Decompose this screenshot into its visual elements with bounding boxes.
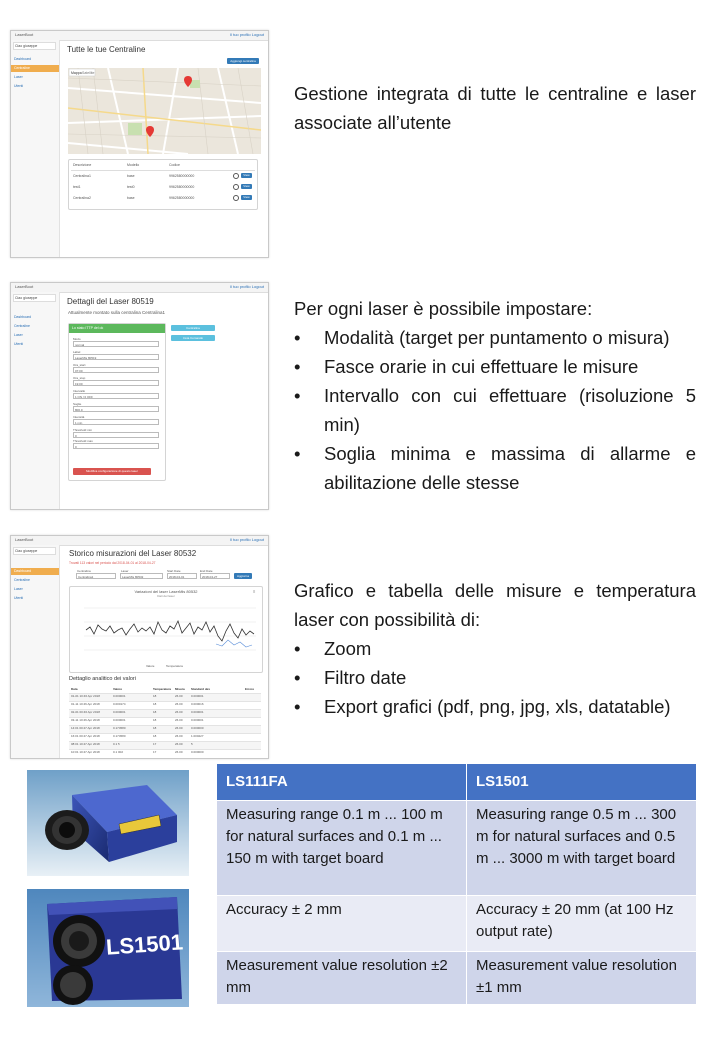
description-storico-intro: Grafico e tabella delle misure e temperatura laser con possibilità di: — [294, 580, 696, 630]
centralina-select[interactable]: Centralina1 — [76, 573, 116, 579]
table-cell: 0.000001 — [191, 718, 204, 722]
table-cell: 0.000001 — [113, 718, 126, 722]
chart-subtitle: Dati del laser — [157, 594, 175, 598]
map[interactable] — [68, 68, 261, 154]
row-model: base — [127, 174, 135, 178]
page-title: Storico misurazioni del Laser 80532 — [69, 549, 197, 558]
values-table — [69, 686, 261, 758]
col-modello: Modello — [127, 163, 140, 167]
filter-label: Centralina — [77, 569, 91, 573]
ls1501-device-image — [27, 889, 189, 1007]
sidebar-item-utenti[interactable]: Utenti — [14, 342, 24, 346]
col-header-ls1501: LS1501 — [467, 764, 697, 801]
list-item: • Export grafici (pdf, png, jpg, xls, datatable) — [294, 692, 696, 721]
list-item: • Filtro date — [294, 663, 696, 692]
app-brand: LaserBoot — [15, 32, 34, 37]
table-cell: 01-11 10:46 Apr 2018 — [71, 702, 100, 706]
legend-temperatura[interactable]: Temperatura — [166, 664, 183, 668]
table-cell: 0.174580 — [113, 726, 126, 730]
screenshot-storico — [10, 535, 269, 759]
values-chart[interactable] — [76, 600, 258, 662]
end-date-input[interactable]: 2018-04-27 — [200, 573, 230, 579]
screenshot-laser-detail — [10, 282, 269, 510]
field-label: Ora_start — [73, 363, 86, 367]
table-cell: 17 — [153, 750, 157, 754]
menu-icon[interactable]: ≡ — [253, 589, 256, 594]
table-cell: 0.000001 — [113, 694, 126, 698]
add-centralina-button[interactable]: Aggiungi centralina — [227, 58, 259, 64]
sidebar-item-laser[interactable]: Laser — [14, 587, 23, 591]
table-cell: 0.1 5 — [113, 742, 120, 746]
table-cell: Measurement value resolution ±1 mm — [467, 952, 697, 1005]
spec-table — [217, 764, 697, 1004]
description-centraline: Gestione integrata di tutte le centraline e laser associate all’utente — [294, 83, 696, 133]
field-input[interactable]: 1 min — [73, 419, 159, 425]
description-laser — [294, 294, 696, 497]
table-title: Dettaglio analitico dei valori — [69, 676, 136, 682]
table-header[interactable]: Misura — [175, 687, 185, 691]
start-date-input[interactable]: 2018-04-01 — [167, 573, 197, 579]
sidebar-item-dashboard[interactable]: Dashboard — [14, 57, 32, 61]
field-label: Intervallo — [73, 389, 86, 393]
sidebar-item-centraline[interactable]: Centraline — [14, 578, 30, 582]
table-cell: 0.000174 — [113, 702, 126, 706]
filter-label: Start Date — [167, 569, 181, 573]
list-item: • Fasce orarie in cui effettuare le misure — [294, 352, 696, 381]
row-model: base — [127, 196, 135, 200]
table-cell: 17 — [153, 742, 157, 746]
field-input[interactable]: 1 ON / 0 OFF — [73, 393, 159, 399]
filter-label: End Date — [200, 569, 213, 573]
row-code: 9962580000000 — [169, 174, 195, 178]
table-cell: 26.00 — [175, 702, 183, 706]
table-cell: 26.00 — [175, 750, 183, 754]
table-cell: Measuring range 0.1 m ... 100 m for natural surfaces and 0.1 m ... 150 m with target board — [217, 801, 467, 896]
table-cell: 01-01 10:46 Apr 2018 — [71, 694, 100, 698]
map-tab-mappa: Mappa — [71, 71, 82, 75]
table-cell: 0.000001 — [113, 710, 126, 714]
table-header[interactable]: Data — [71, 687, 78, 691]
row-model: test0 — [127, 185, 135, 189]
list-item: • Intervallo con cui effettuare (risoluzione 5 min) — [294, 381, 696, 439]
view-button[interactable]: View — [241, 195, 252, 200]
map-tab-satellite: Satellite — [82, 71, 95, 75]
table-cell: 5 — [191, 742, 193, 746]
row-code: 9962580000000 — [169, 185, 195, 189]
status-header: Lo stato ITTP del ok — [69, 324, 165, 333]
device-label: LS1501 — [105, 929, 184, 960]
table-cell: 14:01 00:47 Apr 2018 — [71, 726, 100, 730]
threshold-label: Threshold max — [73, 439, 93, 443]
app-brand: LaserBoot — [15, 284, 34, 289]
table-cell: 18 — [153, 726, 157, 730]
table-cell: 03-11 10:46 Apr 2018 — [71, 718, 100, 722]
send-command-button[interactable]: Invia Comando — [171, 335, 215, 341]
col-header-ls111fa: LS111FA — [217, 764, 467, 801]
field-input[interactable]: 19:00 — [73, 380, 159, 386]
centraline-table — [68, 159, 258, 210]
chart-features-list — [294, 634, 696, 721]
page-subtitle: Attualmente montato sulla centralina Centralina1 — [68, 310, 166, 315]
centralina-button[interactable]: Centralina — [171, 325, 215, 331]
threshold-label: Threshold min — [73, 428, 93, 432]
info-icon[interactable] — [233, 195, 239, 201]
view-button[interactable]: View — [241, 173, 252, 178]
table-cell: 26.00 — [175, 726, 183, 730]
table-cell: 16:01 00:47 Apr 2018 — [71, 734, 100, 738]
sidebar-item-laser[interactable]: Laser — [14, 333, 23, 337]
table-cell: Measuring range 0.5 m ... 300 m for natural surfaces and 0.5 m ... 3000 m with target board — [467, 801, 697, 896]
sidebar-item-dashboard[interactable]: Dashboard — [14, 315, 32, 319]
table-row: Centralina2 — [73, 196, 91, 200]
result-count: Trovati 113 valori nel periodo dal 2018-04-01 al 2018-04-27 — [69, 561, 156, 565]
sidebar-item-dashboard[interactable]: Dashboard — [11, 568, 59, 575]
table-header[interactable]: Valore — [113, 687, 123, 691]
save-config-button[interactable]: Modifica configurazione di questo laser — [73, 468, 151, 475]
table-cell: 0.1 002 — [113, 750, 124, 754]
greeting: Ciao giuseppe — [13, 294, 56, 302]
table-cell: 18 — [153, 734, 157, 738]
table-cell: 0.000001 — [191, 710, 204, 714]
table-cell: 26.00 — [175, 734, 183, 738]
table-cell: 26.00 — [175, 710, 183, 714]
table-header[interactable]: Temperatura — [153, 687, 171, 691]
threshold-input[interactable]: 0 — [73, 443, 159, 449]
app-sidebar — [11, 545, 60, 758]
table-cell: 0.000000 — [191, 750, 204, 754]
field-label: Modo — [73, 337, 81, 341]
top-links[interactable]: Il tuo profilo Logout — [229, 32, 264, 37]
field-input[interactable]: 800.0 — [73, 406, 159, 412]
app-brand: LaserBoot — [15, 537, 34, 542]
threshold-input[interactable]: 0 — [73, 432, 159, 438]
table-cell: 18 — [153, 702, 157, 706]
table-row: test1 — [73, 185, 81, 189]
table-header[interactable]: Standard dev — [191, 687, 211, 691]
chart-title: Variazioni del laser LaserMis 80532 — [134, 589, 198, 594]
table-cell: 10:01 10:47 Apr 2018 — [71, 750, 100, 754]
table-cell: 0.174580 — [113, 734, 126, 738]
field-label: Intensità — [73, 415, 85, 419]
table-cell: 18 — [153, 710, 157, 714]
sidebar-item-utenti[interactable]: Utenti — [14, 84, 24, 88]
update-button[interactable]: Aggiorna — [234, 573, 252, 579]
top-links[interactable]: Il tuo profilo Logout — [229, 537, 264, 542]
greeting: Ciao giuseppe — [13, 547, 56, 555]
ls111fa-device-image — [27, 770, 189, 876]
table-cell: Accuracy ± 20 mm (at 100 Hz output rate) — [467, 896, 697, 952]
table-row — [217, 952, 697, 1005]
sidebar-item-laser[interactable]: Laser — [14, 75, 23, 79]
page-title: Tutte le tue Centraline — [67, 45, 146, 54]
list-item: • Soglia minima e massima di allarme e abilitazione delle stesse — [294, 439, 696, 497]
table-cell: 26.00 — [175, 742, 183, 746]
info-icon[interactable] — [233, 184, 239, 190]
laser-settings-list — [294, 323, 696, 497]
field-input[interactable]: normal — [73, 341, 159, 347]
page-title: Dettagli del Laser 80519 — [67, 297, 154, 306]
row-code: 9962580000000 — [169, 196, 195, 200]
sidebar-item-centraline[interactable]: Centraline — [14, 324, 30, 328]
field-input[interactable]: LaserMis 80519 — [73, 354, 159, 360]
greeting: Ciao giuseppe — [13, 42, 56, 50]
app-sidebar — [11, 40, 60, 257]
list-item: • Zoom — [294, 634, 696, 663]
screenshot-centraline — [10, 30, 269, 258]
table-row — [217, 801, 697, 896]
view-button[interactable]: View — [241, 184, 252, 189]
col-codice: Codice — [169, 163, 180, 167]
description-storico — [294, 576, 696, 721]
table-cell: 18 — [153, 718, 157, 722]
table-cell: 0.000001 — [191, 694, 204, 698]
table-row: Centralina1 — [73, 174, 91, 178]
description-laser-intro: Per ogni laser è possibile impostare: — [294, 298, 593, 319]
table-cell: 18 — [153, 694, 157, 698]
filter-label: Laser — [121, 569, 129, 573]
app-sidebar — [11, 292, 60, 509]
table-cell: 08:01 10:47 Apr 2018 — [71, 742, 100, 746]
table-cell: 26.00 — [175, 694, 183, 698]
chart-panel — [69, 586, 263, 673]
col-descrizione: Descrizione — [73, 163, 92, 167]
info-icon[interactable] — [233, 173, 239, 179]
table-header[interactable]: Errore — [245, 687, 255, 691]
legend-valore[interactable]: Valore — [146, 664, 155, 668]
table-row — [217, 896, 697, 952]
table-cell: 0.000000 — [191, 726, 204, 730]
table-cell: 1.000227 — [191, 734, 204, 738]
field-label: Ora_stop — [73, 376, 86, 380]
table-cell: 0.000016 — [191, 702, 204, 706]
list-item: • Modalità (target per puntamento o misura) — [294, 323, 696, 352]
table-cell: Accuracy ± 2 mm — [217, 896, 467, 952]
table-cell: 26.00 — [175, 718, 183, 722]
laser-config-panel — [68, 323, 166, 481]
field-input[interactable]: 07:00 — [73, 367, 159, 373]
sidebar-item-utenti[interactable]: Utenti — [14, 596, 24, 600]
table-cell: 02-01 00:46 Apr 2018 — [71, 710, 100, 714]
top-links[interactable]: Il tuo profilo Logout — [229, 284, 264, 289]
table-cell: Measurement value resolution ±2 mm — [217, 952, 467, 1005]
field-label: Label — [73, 350, 81, 354]
field-label: Soglie — [73, 402, 82, 406]
laser-select[interactable]: LaserMis 80532 — [120, 573, 163, 579]
sidebar-item-centraline[interactable]: Centraline — [11, 65, 59, 72]
